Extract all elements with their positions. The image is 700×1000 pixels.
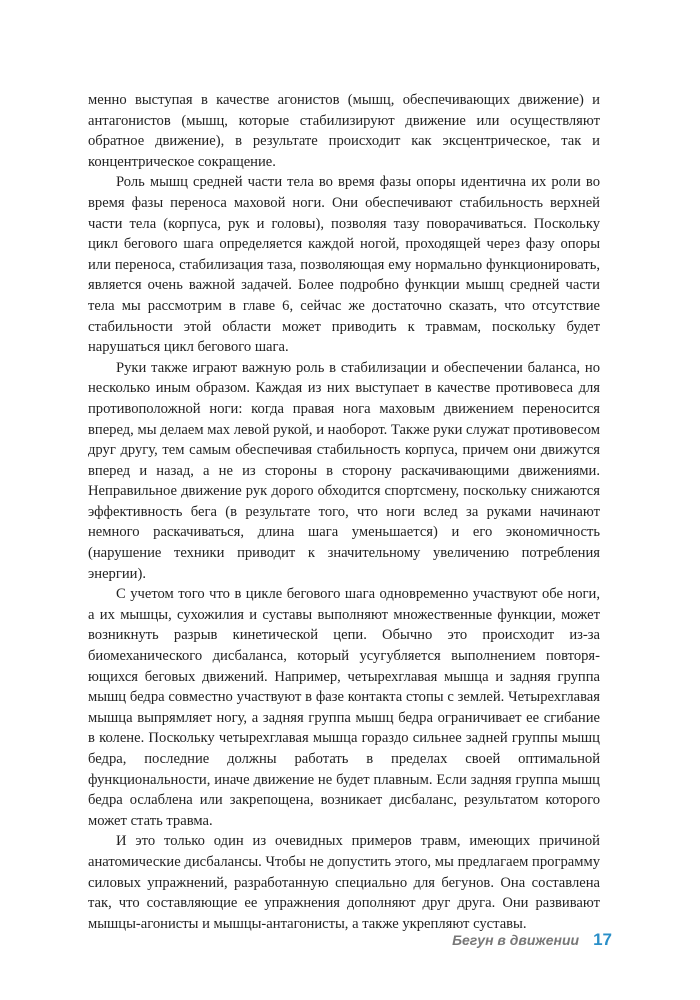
running-title: Бегун в движении: [452, 932, 580, 948]
paragraph-3: Руки также играют важную роль в стабилизации и обеспечении баланса, но несколько иным образом. Каждая из них выступает в качестве противовеса для противоположной ноги: когда правая нога маховым движением переносится вперед, мы делаем мах левой рукой, и наоборот. Также руки служат противовесом друг другу, тем самым обеспечивая стабильность корпуса, причем они движутся вперед и назад, а не из стороны в сторону раскачивающими движениями. Неправильное движение рук дорого обходится спортсмену, поскольку снижаются эффективность бега (в результате того, что ноги вслед за руками начинают немного раскачиваться, длина шага уменьшается) и его экономичность (нарушение техники приводит к значительному увеличению потребления энергии).: [88, 359, 600, 582]
page-footer: [452, 930, 612, 950]
page-number: 17: [593, 930, 612, 949]
page-body: [88, 90, 600, 934]
paragraph-2: Роль мышц средней части тела во время фазы опоры идентична их роли во время фазы переноса маховой ноги. Они обеспечивают стабильность верхней части тела (корпуса, рук и головы), позволяя тазу поворачиваться. Поскольку цикл бегового шага определяется каждой ногой, проходящей через фазу опоры или переноса, стабилизация таза, позволяющая ему нормально функционировать, является очень важной задачей. Более подробно функции мышц средней части тела мы рассмотрим в главе 6, сейчас же достаточно сказать, что отсутствие стабильности этой области может приводить к травмам, поскольку будет нарушаться цикл бегового шага.: [88, 174, 600, 356]
paragraph-1: менно выступая в качестве агонистов (мышц, обеспечивающих движение) и антагонистов (мышц, которые стабилизируют движение или осуществляют обратное движение), в результате происходит как эксцентрическое, так и концентрическое сокращение.: [88, 92, 600, 170]
paragraph-5: И это только один из очевидных примеров травм, имеющих причиной анатомические дисбалансы. Чтобы не допустить этого, мы предлагаем программу силовых упражнений, разработанную специально для бегунов. Она составлена так, что составляющие ее упражнения дополняют друг друга. Они развивают мышцы-агонисты и мышцы-антагонисты, а также укрепляют суставы.: [88, 833, 600, 932]
paragraph-4: С учетом того что в цикле бегового шага одновременно участвуют обе ноги, а их мышцы, сухожилия и суставы выполняют множественные функции, может возникнуть разрыв кинетической цепи. Обычно это происходит из-за биомеханического дисбаланса, который усугубляется выполнением повторяющихся беговых движений. Например, четырехглавая мышца и задняя группа мышц бедра совместно участвуют в фазе контакта стопы с землей. Четырехглавая мышца выпрямляет ногу, а задняя группа мышц бедра ограничивает ее сгибание в колене. Поскольку четырехглавая мышца гораздо сильнее задней группы мышц бедра, последние должны работать в пределах своей оптимальной функциональности, иначе движение не будет плавным. Если задняя группа мышц бедра ослаблена или закрепощена, возникает дисбаланс, результатом которого может стать травма.: [88, 586, 600, 829]
